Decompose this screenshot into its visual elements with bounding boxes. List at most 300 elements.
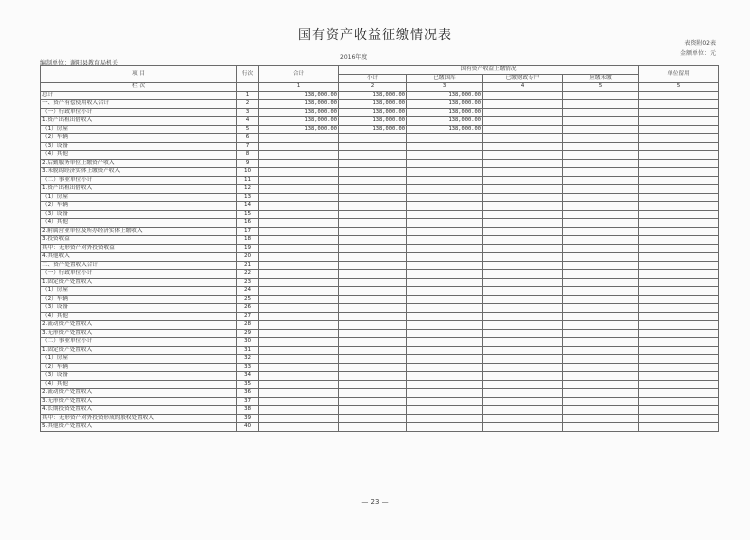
table-row (41, 423, 719, 432)
row-retained (563, 287, 639, 296)
row-item: （4）其他 (41, 151, 237, 160)
column-index: 5 (639, 83, 719, 92)
row-item: 2.附属营业单位及所办经济实体上缴收入 (41, 227, 237, 236)
column-index: 5 (563, 83, 639, 92)
row-item: （二）事业单位小计 (41, 176, 237, 185)
row-total (259, 363, 339, 372)
table-row (41, 236, 719, 245)
row-use (639, 270, 719, 279)
table-row (41, 304, 719, 313)
row-subtotal (339, 142, 407, 151)
row-total (259, 338, 339, 347)
row-use (639, 406, 719, 415)
row-item: （一）行政单位小计 (41, 270, 237, 279)
row-line: 20 (237, 253, 259, 262)
row-retained (563, 193, 639, 202)
table-row (41, 108, 719, 117)
table-row (41, 278, 719, 287)
row-paid-treasury (407, 321, 483, 330)
row-line: 1 (237, 91, 259, 100)
row-paid-treasury (407, 372, 483, 381)
row-paid-account (483, 236, 563, 245)
row-paid-account (483, 261, 563, 270)
row-use (639, 397, 719, 406)
row-item: 3.无形资产处置收入 (41, 329, 237, 338)
row-line: 6 (237, 134, 259, 143)
table-row (41, 380, 719, 389)
row-item: 3.未脱钩经济实体上缴资产收入 (41, 168, 237, 177)
page-number: — 23 — (361, 498, 389, 506)
row-use (639, 346, 719, 355)
row-subtotal (339, 202, 407, 211)
row-retained (563, 142, 639, 151)
row-subtotal (339, 287, 407, 296)
table-row (41, 329, 719, 338)
row-item: 1.资产出租出借收入 (41, 185, 237, 194)
row-total (259, 236, 339, 245)
row-line: 28 (237, 321, 259, 330)
row-line: 31 (237, 346, 259, 355)
row-subtotal (339, 244, 407, 253)
row-item: （二）事业单位小计 (41, 338, 237, 347)
row-use (639, 389, 719, 398)
table-row (41, 91, 719, 100)
row-subtotal (339, 176, 407, 185)
row-subtotal: 138,000.00 (339, 117, 407, 126)
row-subtotal (339, 295, 407, 304)
row-use (639, 372, 719, 381)
row-item: （2）车辆 (41, 363, 237, 372)
row-paid-account (483, 287, 563, 296)
row-retained (563, 321, 639, 330)
row-total (259, 329, 339, 338)
row-paid-account (483, 355, 563, 364)
row-use (639, 219, 719, 228)
row-paid-account (483, 304, 563, 313)
row-subtotal (339, 312, 407, 321)
row-line: 40 (237, 423, 259, 432)
revenue-table (40, 65, 719, 432)
row-retained (563, 176, 639, 185)
row-item: （2）车辆 (41, 295, 237, 304)
report-title: 国有资产收益征缴情况表 (297, 28, 452, 43)
row-paid-treasury (407, 346, 483, 355)
row-use (639, 295, 719, 304)
row-paid-treasury (407, 219, 483, 228)
row-use (639, 304, 719, 313)
row-subtotal (339, 219, 407, 228)
row-item: （1）房屋 (41, 193, 237, 202)
row-paid-account (483, 406, 563, 415)
row-retained (563, 261, 639, 270)
table-row (41, 321, 719, 330)
row-subtotal (339, 261, 407, 270)
row-use (639, 168, 719, 177)
row-paid-account (483, 270, 563, 279)
row-subtotal: 138,000.00 (339, 108, 407, 117)
row-line: 11 (237, 176, 259, 185)
row-use (639, 278, 719, 287)
row-line: 15 (237, 210, 259, 219)
row-line: 13 (237, 193, 259, 202)
table-row (41, 295, 719, 304)
row-subtotal (339, 389, 407, 398)
row-paid-account (483, 346, 563, 355)
table-row (41, 397, 719, 406)
row-subtotal (339, 423, 407, 432)
row-subtotal (339, 355, 407, 364)
row-paid-treasury (407, 389, 483, 398)
row-total (259, 193, 339, 202)
row-use (639, 91, 719, 100)
row-retained (563, 125, 639, 134)
row-paid-treasury (407, 287, 483, 296)
row-paid-treasury (407, 304, 483, 313)
row-paid-account (483, 380, 563, 389)
row-total (259, 261, 339, 270)
table-row (41, 406, 719, 415)
row-retained (563, 346, 639, 355)
table-row (41, 159, 719, 168)
row-retained (563, 219, 639, 228)
row-item: 1.资产出租出借收入 (41, 117, 237, 126)
row-paid-account (483, 329, 563, 338)
table-row (41, 363, 719, 372)
row-retained (563, 278, 639, 287)
row-item: 3.投资收益 (41, 236, 237, 245)
row-item: 1.固定资产处置收入 (41, 346, 237, 355)
row-item: 4.其他收入 (41, 253, 237, 262)
row-subtotal (339, 372, 407, 381)
row-use (639, 117, 719, 126)
row-retained (563, 406, 639, 415)
row-retained (563, 244, 639, 253)
row-line: 38 (237, 406, 259, 415)
row-use (639, 261, 719, 270)
row-use (639, 338, 719, 347)
report-year: 2016年度 (340, 54, 368, 61)
row-subtotal (339, 363, 407, 372)
row-use (639, 287, 719, 296)
row-use (639, 227, 719, 236)
row-total (259, 397, 339, 406)
row-item: 其中：无形资产对外投资收益 (41, 244, 237, 253)
row-paid-account (483, 397, 563, 406)
table-row (41, 227, 719, 236)
row-line: 16 (237, 219, 259, 228)
header-item: 项 目 (41, 66, 237, 83)
row-line: 18 (237, 236, 259, 245)
row-total (259, 304, 339, 313)
row-subtotal (339, 346, 407, 355)
row-paid-treasury (407, 227, 483, 236)
row-line: 39 (237, 414, 259, 423)
table-row (41, 117, 719, 126)
header-paid-account: 已缴财政专户 (483, 74, 563, 83)
row-paid-account (483, 295, 563, 304)
row-paid-treasury (407, 193, 483, 202)
row-paid-treasury (407, 134, 483, 143)
row-paid-treasury (407, 151, 483, 160)
row-line: 14 (237, 202, 259, 211)
table-row (41, 414, 719, 423)
row-line: 23 (237, 278, 259, 287)
header-subtotal: 小计 (339, 74, 407, 83)
currency-unit: 金额单位：元 (679, 50, 716, 57)
row-item: 二、资产处置收入合计 (41, 261, 237, 270)
row-use (639, 236, 719, 245)
row-paid-account (483, 423, 563, 432)
row-use (639, 363, 719, 372)
column-index: 2 (339, 83, 407, 92)
row-total (259, 219, 339, 228)
row-line: 17 (237, 227, 259, 236)
table-row (41, 176, 719, 185)
row-total (259, 270, 339, 279)
row-use (639, 142, 719, 151)
table-row (41, 389, 719, 398)
row-use (639, 185, 719, 194)
row-paid-treasury (407, 278, 483, 287)
table-row (41, 346, 719, 355)
row-paid-account (483, 389, 563, 398)
row-total (259, 346, 339, 355)
row-subtotal (339, 168, 407, 177)
table-row (41, 253, 719, 262)
header-paid-treasury: 已缴国库 (407, 74, 483, 83)
row-paid-treasury: 138,000.00 (407, 117, 483, 126)
row-paid-treasury (407, 244, 483, 253)
row-line: 26 (237, 304, 259, 313)
row-paid-account (483, 193, 563, 202)
row-subtotal: 138,000.00 (339, 100, 407, 109)
row-paid-treasury: 138,000.00 (407, 108, 483, 117)
row-use (639, 244, 719, 253)
row-retained (563, 329, 639, 338)
row-paid-account (483, 312, 563, 321)
row-paid-account (483, 244, 563, 253)
header-group: 国有资产收益上缴情况 (339, 66, 639, 75)
row-subtotal (339, 406, 407, 415)
row-total: 138,000.00 (259, 100, 339, 109)
row-paid-treasury (407, 414, 483, 423)
row-subtotal (339, 321, 407, 330)
row-retained (563, 185, 639, 194)
row-item: （2）车辆 (41, 134, 237, 143)
row-use (639, 193, 719, 202)
row-paid-treasury (407, 363, 483, 372)
row-item: （4）其他 (41, 219, 237, 228)
row-retained (563, 202, 639, 211)
row-line: 24 (237, 287, 259, 296)
column-index: 1 (259, 83, 339, 92)
row-subtotal (339, 210, 407, 219)
row-total: 138,000.00 (259, 91, 339, 100)
header-row (41, 66, 719, 75)
row-retained (563, 423, 639, 432)
row-paid-treasury (407, 159, 483, 168)
row-subtotal (339, 304, 407, 313)
row-use (639, 202, 719, 211)
row-item: （4）其他 (41, 312, 237, 321)
row-use (639, 159, 719, 168)
row-paid-treasury (407, 270, 483, 279)
row-subtotal (339, 329, 407, 338)
row-total (259, 244, 339, 253)
row-retained (563, 253, 639, 262)
table-row (41, 287, 719, 296)
row-item: 3.无形资产处置收入 (41, 397, 237, 406)
column-index: 4 (483, 83, 563, 92)
row-paid-account (483, 278, 563, 287)
row-subtotal (339, 380, 407, 389)
row-paid-treasury (407, 168, 483, 177)
row-retained (563, 414, 639, 423)
row-item: 4.长期投资处置收入 (41, 406, 237, 415)
row-total (259, 389, 339, 398)
row-paid-account (483, 185, 563, 194)
row-item: （1）房屋 (41, 287, 237, 296)
table-row (41, 355, 719, 364)
row-item: 一、资产有偿使用收入合计 (41, 100, 237, 109)
row-retained (563, 389, 639, 398)
row-paid-treasury (407, 261, 483, 270)
table-row (41, 168, 719, 177)
row-retained (563, 159, 639, 168)
header-retained: 应缴未缴 (563, 74, 639, 83)
row-subtotal (339, 270, 407, 279)
row-subtotal (339, 338, 407, 347)
row-line: 35 (237, 380, 259, 389)
row-item: 2.流动资产处置收入 (41, 389, 237, 398)
row-paid-treasury (407, 355, 483, 364)
row-use (639, 380, 719, 389)
row-paid-treasury (407, 295, 483, 304)
row-retained (563, 397, 639, 406)
row-paid-account (483, 253, 563, 262)
row-line: 32 (237, 355, 259, 364)
row-paid-treasury (407, 329, 483, 338)
row-total (259, 142, 339, 151)
row-paid-account (483, 202, 563, 211)
row-total (259, 312, 339, 321)
row-paid-account (483, 100, 563, 109)
row-paid-treasury (407, 185, 483, 194)
row-use (639, 253, 719, 262)
row-paid-account (483, 414, 563, 423)
row-paid-treasury (407, 380, 483, 389)
row-subtotal: 138,000.00 (339, 125, 407, 134)
row-line: 22 (237, 270, 259, 279)
row-line: 12 (237, 185, 259, 194)
table-row (41, 185, 719, 194)
column-index-row (41, 83, 719, 92)
table-row (41, 270, 719, 279)
row-use (639, 355, 719, 364)
table-row (41, 202, 719, 211)
row-item: （一）行政单位小计 (41, 108, 237, 117)
row-paid-account (483, 210, 563, 219)
row-paid-account (483, 142, 563, 151)
row-item: 总计 (41, 91, 237, 100)
row-line: 10 (237, 168, 259, 177)
row-item: 2.流动资产处置收入 (41, 321, 237, 330)
row-total (259, 210, 339, 219)
row-use (639, 100, 719, 109)
row-paid-account (483, 108, 563, 117)
row-paid-treasury (407, 406, 483, 415)
row-total (259, 372, 339, 381)
row-total (259, 168, 339, 177)
row-paid-account (483, 338, 563, 347)
row-item: （2）车辆 (41, 202, 237, 211)
row-paid-treasury (407, 176, 483, 185)
row-total: 138,000.00 (259, 117, 339, 126)
row-paid-treasury: 138,000.00 (407, 100, 483, 109)
header-line: 行次 (237, 66, 259, 83)
row-line: 25 (237, 295, 259, 304)
row-use (639, 108, 719, 117)
row-total (259, 185, 339, 194)
row-use (639, 423, 719, 432)
row-subtotal (339, 414, 407, 423)
row-retained (563, 210, 639, 219)
table-row (41, 125, 719, 134)
row-line: 7 (237, 142, 259, 151)
row-paid-treasury (407, 312, 483, 321)
row-line: 29 (237, 329, 259, 338)
row-paid-account (483, 117, 563, 126)
row-retained (563, 338, 639, 347)
table-row (41, 210, 719, 219)
row-item: （1）房屋 (41, 125, 237, 134)
row-use (639, 125, 719, 134)
table-row (41, 151, 719, 160)
row-subtotal (339, 185, 407, 194)
row-total (259, 406, 339, 415)
table-row (41, 338, 719, 347)
row-paid-account (483, 321, 563, 330)
row-paid-treasury (407, 338, 483, 347)
table-row (41, 142, 719, 151)
row-total (259, 380, 339, 389)
row-use (639, 329, 719, 338)
column-index-label: 栏 次 (41, 83, 237, 92)
row-line: 5 (237, 125, 259, 134)
row-use (639, 312, 719, 321)
row-paid-account (483, 227, 563, 236)
row-retained (563, 236, 639, 245)
row-item: 1.固定资产处置收入 (41, 278, 237, 287)
row-line: 37 (237, 397, 259, 406)
row-paid-treasury (407, 253, 483, 262)
row-use (639, 151, 719, 160)
table-row (41, 312, 719, 321)
row-subtotal (339, 227, 407, 236)
row-retained (563, 91, 639, 100)
row-paid-treasury (407, 202, 483, 211)
reporting-organization: 编制单位：谢阳县教育局机关 (40, 60, 119, 67)
row-use (639, 210, 719, 219)
table-row (41, 372, 719, 381)
row-subtotal (339, 134, 407, 143)
row-retained (563, 380, 639, 389)
row-use (639, 414, 719, 423)
row-total (259, 295, 339, 304)
row-subtotal (339, 159, 407, 168)
row-retained (563, 134, 639, 143)
row-line: 4 (237, 117, 259, 126)
